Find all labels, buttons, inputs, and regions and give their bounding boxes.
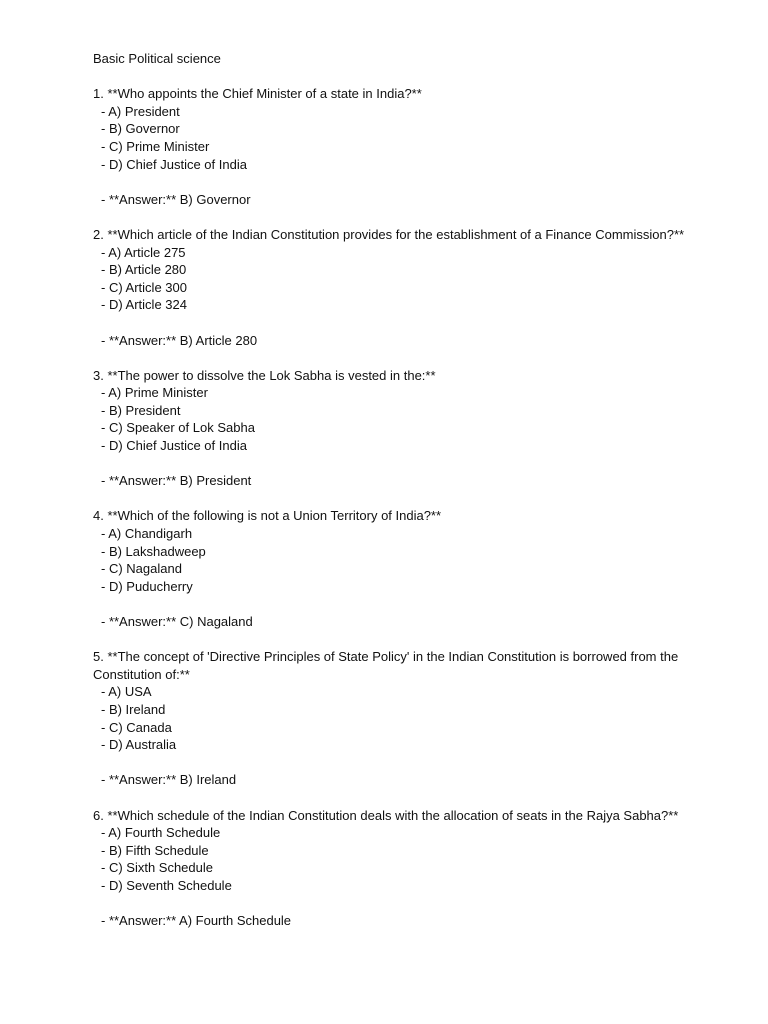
- spacer: [93, 631, 733, 649]
- question-block: [93, 226, 733, 367]
- option-c: - C) Article 300: [101, 279, 187, 295]
- document-title: Basic Political science: [93, 51, 221, 66]
- spacer: [93, 208, 733, 226]
- option-b: - B) Governor: [101, 121, 180, 137]
- option-a: - A) President: [101, 103, 180, 119]
- option-a: - A) Article 275: [101, 244, 186, 260]
- question-text: 3. **The power to dissolve the Lok Sabha is vested in the:**: [93, 367, 436, 383]
- option-c: - C) Sixth Schedule: [101, 860, 213, 876]
- spacer: [93, 68, 733, 86]
- option-b: - B) President: [101, 402, 181, 418]
- question-text: 5. **The concept of 'Directive Principles of State Policy' in the Indian Constitution is borrowed from the Constitution of:**: [93, 649, 679, 682]
- option-c: - C) Nagaland: [101, 561, 182, 577]
- answer-line: - **Answer:** B) Ireland: [101, 772, 237, 788]
- spacer: [93, 895, 733, 913]
- spacer: [93, 490, 733, 508]
- option-b: - B) Ireland: [101, 701, 166, 717]
- spacer: [93, 789, 733, 807]
- option-a: - A) Prime Minister: [101, 385, 208, 401]
- option-b: - B) Article 280: [101, 262, 187, 278]
- answer-line: - **Answer:** B) Governor: [101, 191, 251, 207]
- spacer: [93, 314, 733, 332]
- question-text: 6. **Which schedule of the Indian Constitution deals with the allocation of seats in the Rajya Sabha?**: [93, 807, 679, 823]
- option-d: - D) Chief Justice of India: [101, 156, 247, 172]
- answer-line: - **Answer:** B) President: [101, 473, 252, 489]
- option-d: - D) Australia: [101, 737, 177, 753]
- option-c: - C) Speaker of Lok Sabha: [101, 420, 255, 436]
- spacer: [93, 349, 733, 367]
- answer-line: - **Answer:** C) Nagaland: [101, 614, 253, 629]
- option-a: - A) Fourth Schedule: [101, 825, 221, 841]
- question-block: [93, 507, 733, 648]
- option-b: - B) Fifth Schedule: [101, 842, 209, 858]
- option-d: - D) Chief Justice of India: [101, 438, 247, 454]
- option-d: - D) Puducherry: [101, 578, 193, 594]
- question-block: [93, 85, 733, 226]
- option-d: - D) Article 324: [101, 297, 187, 313]
- option-d: - D) Seventh Schedule: [101, 877, 232, 893]
- question-block: [93, 648, 733, 806]
- option-c: - C) Prime Minister: [101, 138, 210, 154]
- question-text: 1. **Who appoints the Chief Minister of a state in India?**: [93, 86, 422, 102]
- question-text: 4. **Which of the following is not a Union Territory of India?**: [93, 508, 442, 524]
- document-page: [93, 50, 733, 930]
- spacer: [93, 595, 733, 613]
- option-a: - A) Chandigarh: [101, 526, 193, 542]
- answer-line: - **Answer:** A) Fourth Schedule: [101, 913, 292, 929]
- question-block: [93, 367, 733, 508]
- option-b: - B) Lakshadweep: [101, 543, 206, 559]
- option-a: - A) USA: [101, 684, 152, 700]
- spacer: [93, 173, 733, 191]
- question-text: 2. **Which article of the Indian Constitution provides for the establishment of a Finance Commission?**: [93, 226, 685, 242]
- spacer: [93, 455, 733, 473]
- spacer: [93, 754, 733, 772]
- option-c: - C) Canada: [101, 719, 172, 735]
- question-block: [93, 807, 733, 930]
- answer-line: - **Answer:** B) Article 280: [101, 332, 258, 348]
